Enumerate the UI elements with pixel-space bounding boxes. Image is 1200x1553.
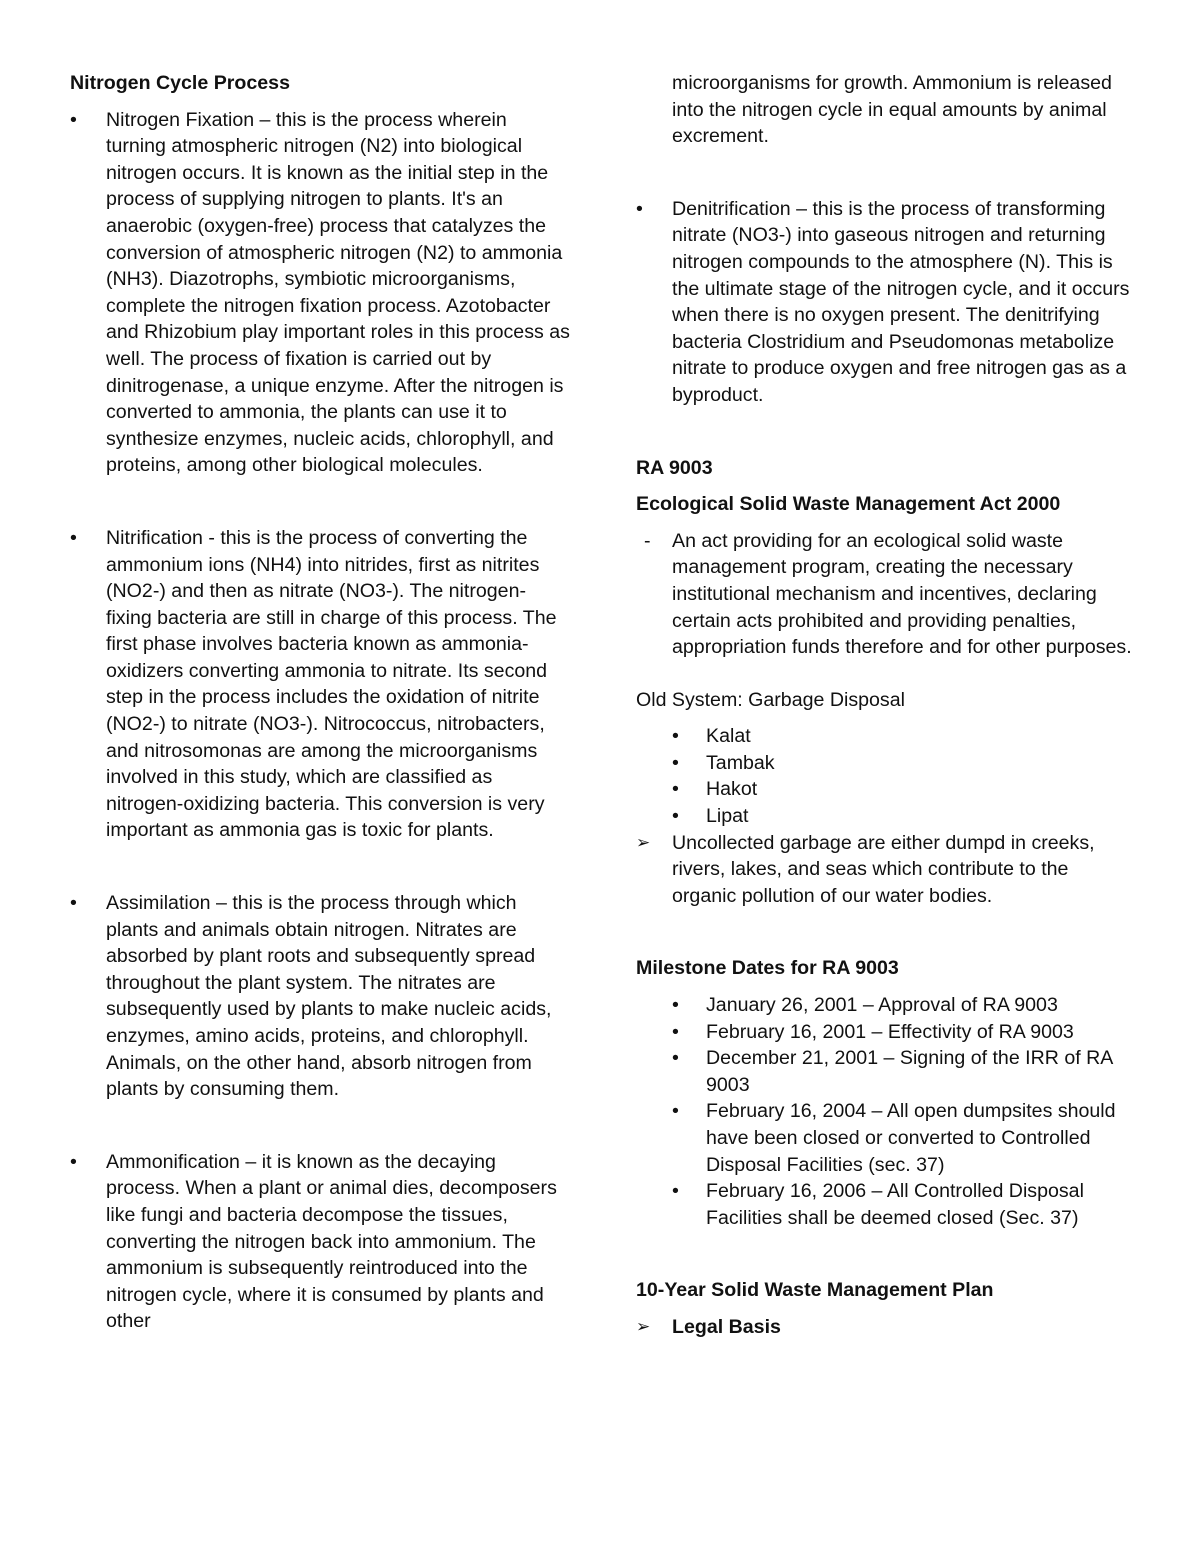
old-system-label: Old System: Garbage Disposal xyxy=(636,688,905,711)
act-description-item xyxy=(636,528,1136,661)
denitrification-item xyxy=(636,196,1136,409)
arrow-icon: ➢ xyxy=(636,832,651,852)
arrow-icon: ➢ xyxy=(636,1316,651,1336)
old-system-item-text: Tambak xyxy=(706,751,775,774)
milestone-text: February 16, 2004 – All open dumpsites should have been closed or converted to Controlled Disposal Facilities (sec. 37) xyxy=(706,1100,1116,1176)
act-description-text: An act providing for an ecological solid waste management program, creating the necessary institutional mechanism and incentives, declaring certain acts prohibited and providing penalties, appropriation funds therefore and for other purposes. xyxy=(672,529,1132,659)
nitrogen-fixation-item xyxy=(70,107,570,479)
act-heading: Ecological Solid Waste Management Act 2000 xyxy=(636,493,1061,516)
bullet-icon: • xyxy=(672,805,679,828)
uncollected-note-text: Uncollected garbage are either dumpd in creeks, rivers, lakes, and seas which contribute to the organic pollution of our water bodies. xyxy=(672,831,1095,907)
legal-basis-item xyxy=(636,1314,1136,1341)
milestone-item xyxy=(636,1019,1136,1046)
old-system-item xyxy=(636,776,1136,803)
ammonification-continuation xyxy=(636,70,1136,150)
bullet-icon: • xyxy=(672,778,679,801)
nitrification-text: Nitrification - this is the process of converting the ammonium ions (NH4) into nitrides, first as nitrites (NO2-) and then as nitrate (NO3-). The nitrogen-fixing bacteria are still in charge of this process. The first phase involves bacteria known as ammonia-oxidizers converting ammonia to nitrate. Its second step in the process includes the oxidation of nitrite (NO2-) to nitrate (NO3-). Nitrococcus, nitrobacters, and nitrosomonas are among the microorganisms involved in this study, which are classified as nitrogen-oxidizing bacteria. This conversion is very important as ammonia gas is toxic for plants. xyxy=(106,526,557,842)
bullet-icon: • xyxy=(672,1100,679,1123)
assimilation-item xyxy=(70,890,570,1103)
nitrogen-cycle-title: Nitrogen Cycle Process xyxy=(70,72,290,94)
milestone-text: February 16, 2006 – All Controlled Disposal Facilities shall be deemed closed (Sec. 37) xyxy=(706,1180,1084,1229)
ra-heading: RA 9003 xyxy=(636,456,713,479)
bullet-icon: • xyxy=(672,1020,679,1043)
milestones-heading: Milestone Dates for RA 9003 xyxy=(636,957,899,980)
denitrification-text: Denitrification – this is the process of transforming nitrate (NO3-) into gaseous nitrogen and returning nitrogen compounds to the atmosphere (N). This is the ultimate stage of the nitrogen cycle, and it occurs when there is no oxygen present. The denitrifying bacteria Clostridium and Pseudomonas metabolize nitrate to produce oxygen and free nitrogen gas as a byproduct. xyxy=(672,197,1130,406)
bullet-icon: • xyxy=(672,751,679,774)
bullet-icon: • xyxy=(672,725,679,748)
bullet-icon: • xyxy=(672,1047,679,1070)
legal-basis-text: Legal Basis xyxy=(672,1315,781,1338)
nitrogen-fixation-text: Nitrogen Fixation – this is the process wherein turning atmospheric nitrogen (N2) into biological nitrogen occurs. It is known as the initial step in the process of supplying nitrogen to plants. It's an anaerobic (oxygen-free) process that catalyzes the conversion of atmospheric nitrogen (N2) to ammonia (NH3). Diazotrophs, symbiotic microorganisms, complete the nitrogen fixation process. Azotobacter and Rhizobium play important roles in this process as well. The process of fixation is carried out by dinitrogenase, a unique enzyme. After the nitrogen is converted to ammonia, the plants can use it to synthesize enzymes, nucleic acids, chlorophyll, and proteins, among other biological molecules. xyxy=(106,108,570,477)
milestone-item xyxy=(636,992,1136,1019)
milestone-text: January 26, 2001 – Approval of RA 9003 xyxy=(706,994,1058,1017)
old-system-item-text: Lipat xyxy=(706,805,749,828)
old-system-item-text: Kalat xyxy=(706,725,751,748)
plan-heading: 10-Year Solid Waste Management Plan xyxy=(636,1279,994,1302)
milestone-text: February 16, 2001 – Effectivity of RA 9003 xyxy=(706,1020,1074,1043)
bullet-icon: • xyxy=(672,1180,679,1203)
ammonification-item xyxy=(70,1149,570,1335)
milestone-item xyxy=(636,1098,1136,1178)
left-column xyxy=(70,70,570,1335)
ammonification-continuation-text: microorganisms for growth. Ammonium is released into the nitrogen cycle in equal amounts by animal excrement. xyxy=(672,72,1112,148)
uncollected-note-item xyxy=(636,830,1136,910)
bullet-icon: • xyxy=(636,197,643,220)
dash-icon: - xyxy=(644,529,651,552)
assimilation-text: Assimilation – this is the process through which plants and animals obtain nitrogen. Nitrates are absorbed by plant roots and subsequently spread throughout the plant system. The nitrates are subsequently used by plants to make nucleic acids, enzymes, amino acids, proteins, and chlorophyll. Animals, on the other hand, absorb nitrogen from plants by consuming them. xyxy=(106,892,552,1101)
old-system-item xyxy=(636,723,1136,750)
nitrification-item xyxy=(70,525,570,844)
old-system-item-text: Hakot xyxy=(706,778,758,801)
bullet-icon: • xyxy=(672,994,679,1017)
bullet-icon: • xyxy=(70,1150,77,1173)
milestone-item xyxy=(636,1045,1136,1098)
bullet-icon: • xyxy=(70,892,77,915)
milestone-text: December 21, 2001 – Signing of the IRR of RA 9003 xyxy=(706,1047,1113,1096)
milestone-item xyxy=(636,1178,1136,1231)
old-system-item xyxy=(636,750,1136,777)
right-column xyxy=(636,70,1136,1341)
ammonification-text: Ammonification – it is known as the decaying process. When a plant or animal dies, decomposers like fungi and bacteria decompose the tissues, converting the nitrogen back into ammonium. The ammonium is subsequently reintroduced into the nitrogen cycle, where it is consumed by plants and other xyxy=(106,1150,557,1333)
old-system-item xyxy=(636,803,1136,830)
bullet-icon: • xyxy=(70,526,77,549)
bullet-icon: • xyxy=(70,108,77,131)
